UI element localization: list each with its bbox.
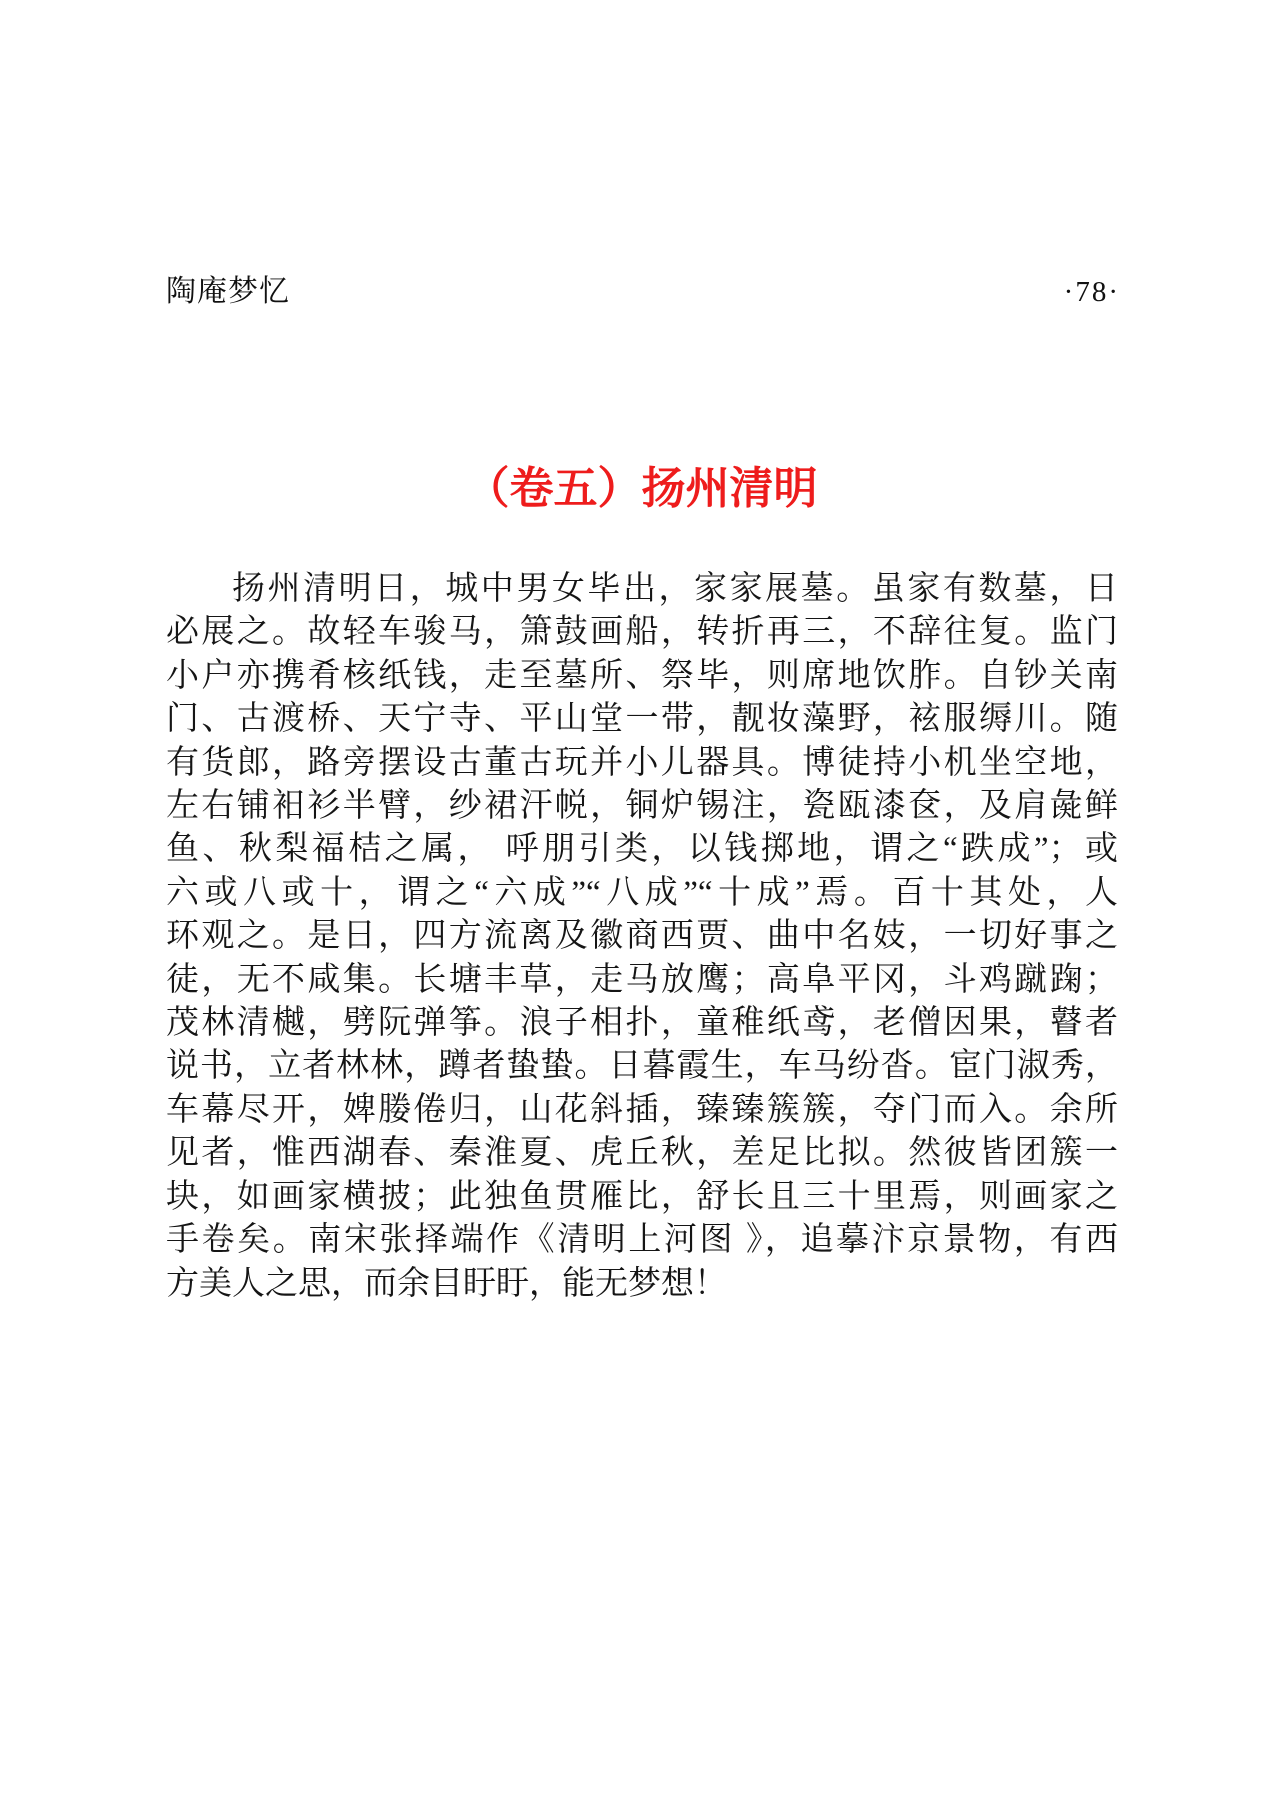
body-line: 环观之。是日，四方流离及徽商西贾、曲中名妓，一切好事之 bbox=[166, 918, 1118, 955]
body-line: 六或八或十，谓之“六成”“八成”“十成”焉。百十其处，人 bbox=[166, 874, 1118, 911]
body-line: 见者，惟西湖春、秦淮夏、虎丘秋，差足比拟。然彼皆团簇一 bbox=[166, 1135, 1118, 1172]
body-line: 方美人之思，而余目盱盱，能无梦想！ bbox=[166, 1265, 727, 1302]
body-line: 徒，无不咸集。长塘丰草，走马放鹰；高阜平冈，斗鸡蹴踘； bbox=[166, 961, 1118, 998]
body-line: 小户亦携肴核纸钱，走至墓所、祭毕，则席地饮胙。自钞关南 bbox=[166, 657, 1118, 694]
body-line: 茂林清樾，劈阮弹筝。浪子相扑，童稚纸鸢，老僧因果，瞽者 bbox=[166, 1005, 1118, 1042]
body-line: 门、古渡桥、天宁寺、平山堂一带，靓妆藻野，袨服缛川。随 bbox=[166, 701, 1118, 738]
body-line: 鱼、秋梨福桔之属， 呼朋引类，以钱掷地，谓之“跌成”；或 bbox=[166, 831, 1118, 868]
body-line: 扬州清明日，城中男女毕出，家家展墓。虽家有数墓，日 bbox=[232, 571, 1118, 607]
page-number: ·78· bbox=[1063, 276, 1120, 308]
body-line: 必展之。故轻车骏马，箫鼓画船，转折再三，不辞往复。监门 bbox=[166, 614, 1118, 651]
body-text bbox=[166, 568, 1118, 1306]
body-line: 说书，立者林林，蹲者蛰蛰。日暮霞生，车马纷沓。宦门淑秀， bbox=[166, 1048, 1118, 1085]
body-line: 手卷矣。南宋张择端作《清明上河图 》，追摹汴京景物，有西 bbox=[166, 1222, 1118, 1259]
page-header bbox=[166, 266, 1120, 310]
body-line: 车幕尽开，婢媵倦归，山花斜插，臻臻簇簇，夺门而入。余所 bbox=[166, 1091, 1118, 1128]
chapter-title: （卷五）扬州清明 bbox=[465, 464, 818, 513]
body-line: 有货郎，路旁摆设古董古玩并小儿器具。博徒持小机坐空地， bbox=[166, 744, 1118, 781]
body-line: 左右铺衵衫半臂，纱裙汗帨，铜炉锡注，瓷瓯漆奁，及肩彘鲜 bbox=[166, 788, 1118, 825]
running-header-book-title: 陶庵梦忆 bbox=[166, 275, 290, 308]
body-line: 块，如画家横披；此独鱼贯雁比，舒长且三十里焉，则画家之 bbox=[166, 1178, 1118, 1215]
